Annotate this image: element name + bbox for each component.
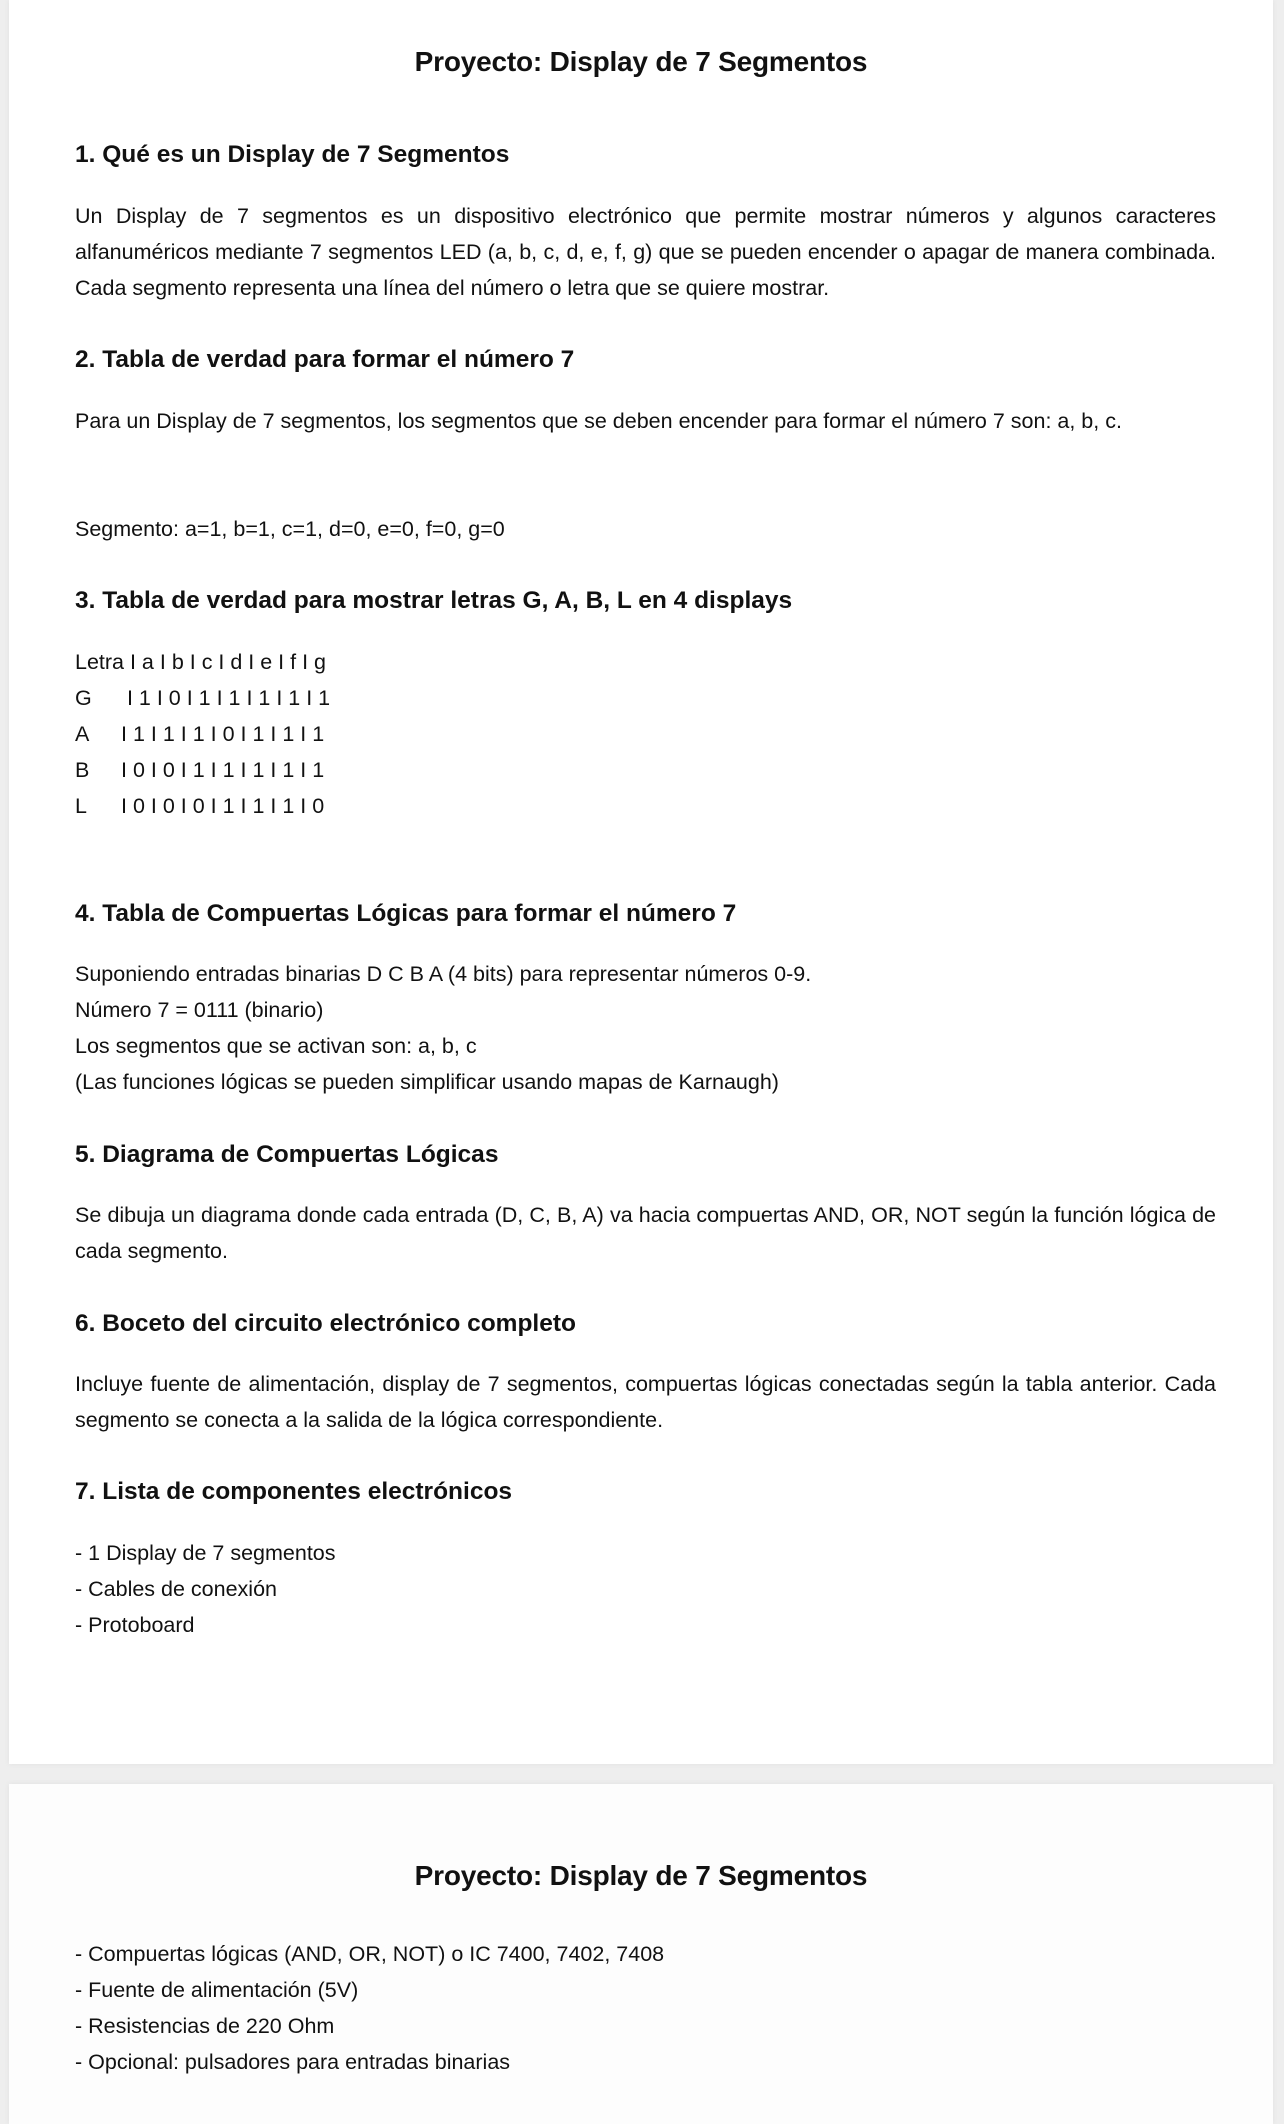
component-item: - 1 Display de 7 segmentos	[75, 1541, 336, 1565]
section-2-body: Para un Display de 7 segmentos, los segmentos que se deben encender para formar el número 7 son: a, b, c.	[75, 409, 1122, 433]
truth-row-letter: A	[75, 722, 90, 746]
component-item: - Protoboard	[75, 1613, 195, 1637]
document-page-2	[9, 1784, 1273, 2124]
truth-table-header-label: Letra	[75, 650, 125, 674]
section-4-line: (Las funciones lógicas se pueden simplificar usando mapas de Karnaugh)	[75, 1070, 779, 1094]
section-1-body: Un Display de 7 segmentos es un dispositivo electrónico que permite mostrar números y algunos caracteres alfanuméricos mediante 7 segmentos LED (a, b, c, d, e, f, g) que se pueden encender o apagar de manera combinada. Cada segmento representa una línea del número o letra que se quiere mostrar.	[75, 204, 1216, 300]
section-5-body: Se dibuja un diagrama donde cada entrada (D, C, B, A) va hacia compuertas AND, OR, NOT según la función lógica de cada segmento.	[75, 1203, 1216, 1263]
truth-table-header	[75, 644, 326, 680]
component-item: - Fuente de alimentación (5V)	[75, 1978, 359, 2002]
section-4-heading: 4. Tabla de Compuertas Lógicas para formar el número 7	[75, 900, 737, 927]
section-6-heading: 6. Boceto del circuito electrónico completo	[75, 1310, 576, 1337]
component-item: - Opcional: pulsadores para entradas binarias	[75, 2050, 511, 2074]
truth-table-header-columns: I a I b I c I d I e I f I g	[124, 650, 326, 674]
component-item: - Cables de conexión	[75, 1577, 277, 1601]
page-title: Proyecto: Display de 7 Segmentos	[414, 46, 868, 77]
truth-table-row	[75, 680, 330, 716]
section-4-line: Los segmentos que se activan son: a, b, c	[75, 1034, 477, 1058]
truth-row-letter: G	[75, 686, 92, 710]
component-item: - Compuertas lógicas (AND, OR, NOT) o IC 7400, 7402, 7408	[75, 1942, 665, 1966]
truth-row-letter: B	[75, 758, 90, 782]
section-7-heading: 7. Lista de componentes electrónicos	[75, 1478, 513, 1505]
section-4-line: Número 7 = 0111 (binario)	[75, 998, 324, 1022]
truth-table-row	[75, 752, 324, 788]
truth-table-row	[75, 716, 324, 752]
section-3-heading: 3. Tabla de verdad para mostrar letras G, A, B, L en 4 displays	[75, 587, 793, 614]
truth-row-letter: L	[75, 794, 87, 818]
section-5-heading: 5. Diagrama de Compuertas Lógicas	[75, 1141, 499, 1168]
truth-row-values: I 0 I 0 I 1 I 1 I 1 I 1 I 1	[121, 758, 325, 782]
section-4-line: Suponiendo entradas binarias D C B A (4 bits) para representar números 0-9.	[75, 962, 812, 986]
truth-row-values: I 1 I 0 I 1 I 1 I 1 I 1 I 1	[121, 686, 331, 710]
section-1-heading: 1. Qué es un Display de 7 Segmentos	[75, 141, 510, 168]
truth-row-values: I 1 I 1 I 1 I 0 I 1 I 1 I 1	[121, 722, 325, 746]
section-6-body: Incluye fuente de alimentación, display de 7 segmentos, compuertas lógicas conectadas según la tabla anterior. Cada segmento se conecta a la salida de la lógica correspondiente.	[75, 1372, 1216, 1432]
page-title: Proyecto: Display de 7 Segmentos	[414, 1860, 868, 1891]
segment-values-line: Segmento: a=1, b=1, c=1, d=0, e=0, f=0, g=0	[75, 517, 505, 541]
truth-row-values: I 0 I 0 I 0 I 1 I 1 I 1 I 0	[121, 794, 325, 818]
section-2-heading: 2. Tabla de verdad para formar el número 7	[75, 346, 575, 373]
document-page-1	[9, 0, 1273, 1764]
component-item: - Resistencias de 220 Ohm	[75, 2014, 335, 2038]
truth-table-row	[75, 788, 324, 824]
